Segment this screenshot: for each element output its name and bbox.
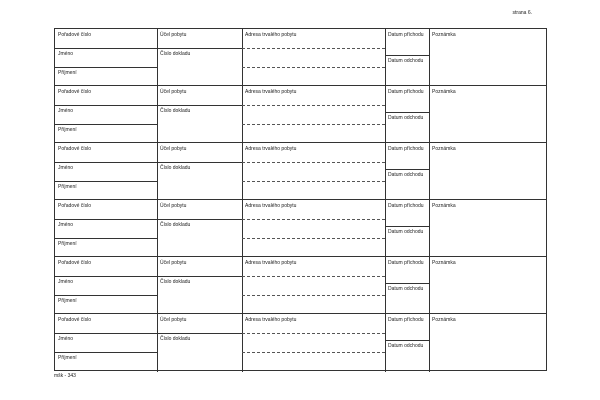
note-field[interactable]: Poznámka (432, 32, 456, 38)
surname-field[interactable]: Příjmení (58, 127, 77, 133)
record-block (55, 143, 546, 200)
address-line (242, 67, 385, 68)
form-code: mšk - 343 (54, 373, 76, 379)
departure-date-field[interactable]: Datum odchodu (388, 58, 424, 64)
note-field[interactable]: Poznámka (432, 146, 456, 152)
arrival-date-field[interactable]: Datum příchodu (388, 89, 424, 95)
arrival-date-field[interactable]: Datum příchodu (388, 146, 424, 152)
permanent-address-field[interactable]: Adresa trvalého pobytu (245, 146, 297, 152)
arrival-date-field[interactable]: Datum příchodu (388, 203, 424, 209)
surname-field[interactable]: Příjmení (58, 184, 77, 190)
surname-field[interactable]: Příjmení (58, 355, 77, 361)
document-number-field[interactable]: Číslo dokladu (160, 51, 191, 57)
purpose-of-stay-field[interactable]: Účel pobytu (160, 260, 187, 266)
purpose-of-stay-field[interactable]: Účel pobytu (160, 32, 187, 38)
departure-date-field[interactable]: Datum odchodu (388, 286, 424, 292)
record-block (55, 200, 546, 257)
address-line (242, 295, 385, 296)
order-number-field[interactable]: Pořadové číslo (58, 203, 92, 209)
order-number-field[interactable]: Pořadové číslo (58, 32, 92, 38)
address-line (242, 124, 385, 125)
address-line (242, 219, 385, 220)
arrival-date-field[interactable]: Datum příchodu (388, 260, 424, 266)
address-line (242, 105, 385, 106)
arrival-date-field[interactable]: Datum příchodu (388, 32, 424, 38)
order-number-field[interactable]: Pořadové číslo (58, 260, 92, 266)
note-field[interactable]: Poznámka (432, 260, 456, 266)
surname-field[interactable]: Příjmení (58, 298, 77, 304)
departure-date-field[interactable]: Datum odchodu (388, 229, 424, 235)
first-name-field[interactable]: Jméno (58, 222, 74, 228)
departure-date-field[interactable]: Datum odchodu (388, 172, 424, 178)
first-name-field[interactable]: Jméno (58, 336, 74, 342)
order-number-field[interactable]: Pořadové číslo (58, 317, 92, 323)
note-field[interactable]: Poznámka (432, 203, 456, 209)
permanent-address-field[interactable]: Adresa trvalého pobytu (245, 32, 297, 38)
address-line (242, 181, 385, 182)
permanent-address-field[interactable]: Adresa trvalého pobytu (245, 89, 297, 95)
document-number-field[interactable]: Číslo dokladu (160, 336, 191, 342)
record-block (55, 314, 546, 372)
surname-field[interactable]: Příjmení (58, 241, 77, 247)
guest-register-form (54, 28, 547, 371)
record-block (55, 257, 546, 314)
first-name-field[interactable]: Jméno (58, 165, 74, 171)
note-field[interactable]: Poznámka (432, 89, 456, 95)
document-number-field[interactable]: Číslo dokladu (160, 165, 191, 171)
departure-date-field[interactable]: Datum odchodu (388, 115, 424, 121)
note-field[interactable]: Poznámka (432, 317, 456, 323)
record-block (55, 29, 546, 86)
purpose-of-stay-field[interactable]: Účel pobytu (160, 203, 187, 209)
purpose-of-stay-field[interactable]: Účel pobytu (160, 317, 187, 323)
surname-field[interactable]: Příjmení (58, 70, 77, 76)
address-line (242, 333, 385, 334)
address-line (242, 276, 385, 277)
address-line (242, 162, 385, 163)
permanent-address-field[interactable]: Adresa trvalého pobytu (245, 203, 297, 209)
order-number-field[interactable]: Pořadové číslo (58, 89, 92, 95)
document-number-field[interactable]: Číslo dokladu (160, 108, 191, 114)
document-number-field[interactable]: Číslo dokladu (160, 222, 191, 228)
permanent-address-field[interactable]: Adresa trvalého pobytu (245, 317, 297, 323)
address-line (242, 48, 385, 49)
record-block (55, 86, 546, 143)
arrival-date-field[interactable]: Datum příchodu (388, 317, 424, 323)
departure-date-field[interactable]: Datum odchodu (388, 343, 424, 349)
address-line (242, 352, 385, 353)
order-number-field[interactable]: Pořadové číslo (58, 146, 92, 152)
permanent-address-field[interactable]: Adresa trvalého pobytu (245, 260, 297, 266)
document-number-field[interactable]: Číslo dokladu (160, 279, 191, 285)
first-name-field[interactable]: Jméno (58, 51, 74, 57)
first-name-field[interactable]: Jméno (58, 279, 74, 285)
page-number: strana 6. (512, 10, 532, 16)
purpose-of-stay-field[interactable]: Účel pobytu (160, 89, 187, 95)
first-name-field[interactable]: Jméno (58, 108, 74, 114)
address-line (242, 238, 385, 239)
purpose-of-stay-field[interactable]: Účel pobytu (160, 146, 187, 152)
